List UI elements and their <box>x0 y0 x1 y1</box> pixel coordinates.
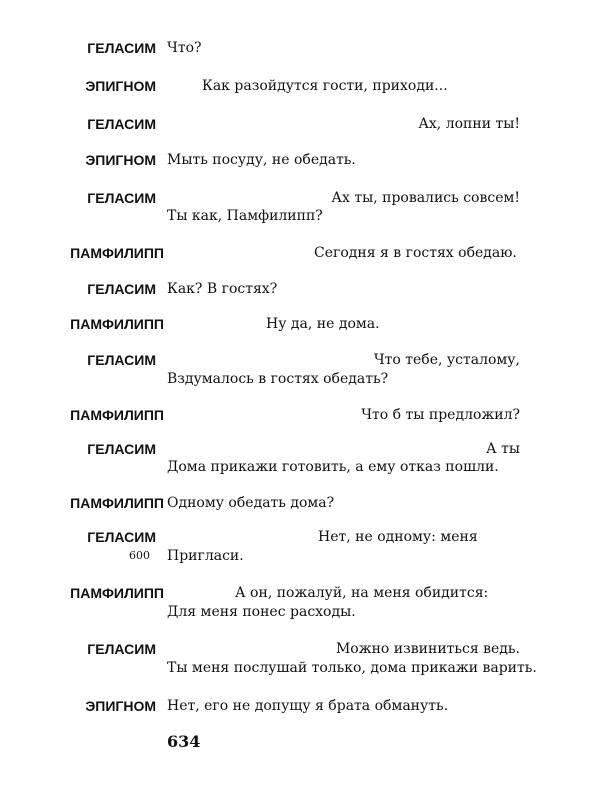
speaker-name: ГЕЛАСИМ <box>87 40 156 56</box>
speaker-name: ГЕЛАСИМ <box>87 190 156 206</box>
dialogue-line: Нет, не одному: меня <box>318 529 478 545</box>
dialogue-line: Как? В гостях? <box>167 281 278 297</box>
dialogue-line: Нет, его не допущу я брата обмануть. <box>167 698 449 714</box>
speaker-name: ПАМФИЛИПП <box>70 407 164 423</box>
speaker-name: ГЕЛАСИМ <box>87 116 156 132</box>
speaker-name: ГЕЛАСИМ <box>87 529 156 545</box>
speaker-name: ГЕЛАСИМ <box>87 641 156 657</box>
dialogue-line: Как разойдутся гости, приходи... <box>202 78 448 94</box>
dialogue-line: Что б ты предложил? <box>361 407 520 423</box>
dialogue-line: Ну да, не дома. <box>266 316 380 332</box>
speaker-name: ПАМФИЛИПП <box>70 495 164 511</box>
dialogue-line: Одному обедать дома? <box>167 495 335 511</box>
dialogue-line: Мыть посуду, не обедать. <box>167 152 356 168</box>
dialogue-line: Что тебе, усталому, <box>373 352 520 368</box>
speaker-name: ГЕЛАСИМ <box>87 281 156 297</box>
dialogue-line: Для меня понес расходы. <box>167 604 356 620</box>
speaker-name: ЭПИГНОМ <box>85 698 156 714</box>
line-number: 600 <box>129 549 150 562</box>
dialogue-line: Вздумалось в гостях обедать? <box>167 371 389 387</box>
speaker-name: ГЕЛАСИМ <box>87 441 156 457</box>
dialogue-line: Ты как, Памфилипп? <box>167 208 323 224</box>
dialogue-line: Пригласи. <box>167 548 244 564</box>
dialogue-line: Дома прикажи готовить, а ему отказ пошли. <box>167 459 499 475</box>
speaker-name: ЭПИГНОМ <box>85 152 156 168</box>
dialogue-line: Ты меня послушай только, дома прикажи варить. <box>167 660 537 676</box>
dialogue-line: А ты <box>486 441 520 457</box>
dialogue-line: Ах, лопни ты! <box>418 116 520 132</box>
speaker-name: ЭПИГНОМ <box>85 78 156 94</box>
dialogue-line: Можно извиниться ведь. <box>335 641 520 657</box>
speaker-name: ПАМФИЛИПП <box>70 245 164 261</box>
speaker-name: ПАМФИЛИПП <box>70 316 164 332</box>
dialogue-line: Ах ты, провались совсем! <box>331 190 520 206</box>
speaker-name: ПАМФИЛИПП <box>70 585 164 601</box>
page-number: 634 <box>167 732 201 751</box>
dialogue-line: Что? <box>167 40 202 56</box>
dialogue-line: Сегодня я в гостях обедаю. <box>314 245 517 261</box>
dialogue-line: А он, пожалуй, на меня обидится: <box>235 585 489 601</box>
speaker-name: ГЕЛАСИМ <box>87 352 156 368</box>
